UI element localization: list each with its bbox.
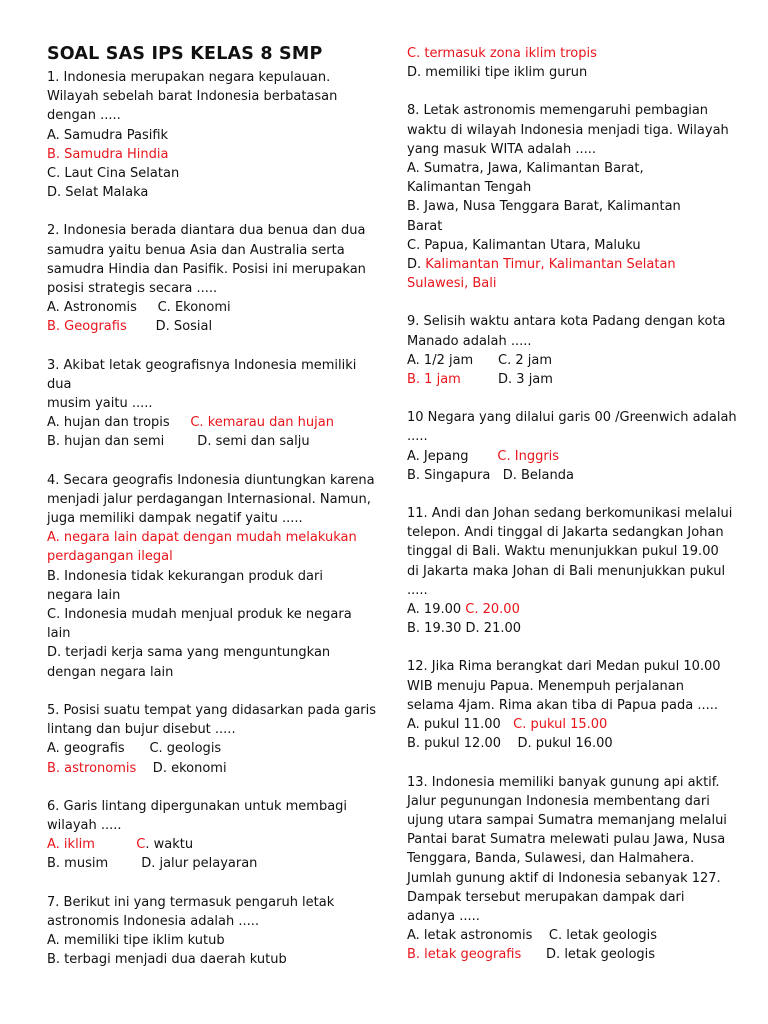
question-line [47,797,365,816]
question-line [47,279,365,298]
question-line [47,87,365,106]
question-text: C. Papua, Kalimantan Utara, Maluku [407,237,641,253]
left-column [47,42,377,988]
question-text: D. 3 jam [460,372,553,388]
question-text: D. terjadi kerja sama yang menguntungkan [47,645,331,661]
answer-key-text: C [136,837,146,853]
question-line [47,183,365,202]
answer-key-text: Kalimantan Timur, Kalimantan Selatan [425,257,676,273]
question-line [407,581,727,600]
question-text: B. hujan dan semi D. semi dan salju [47,434,310,450]
question-line [47,624,365,643]
question-line [47,739,365,758]
question-line [47,893,365,912]
question-text: yang masuk WITA adalah ..... [407,141,597,157]
question-line [407,217,727,236]
question-line [407,811,727,830]
question-text: telepon. Andi tinggal di Jakarta sedangkan Johan [407,525,724,541]
question-line [47,145,365,164]
answer-key-text: B. astronomis [47,760,137,776]
question-line [407,849,727,868]
question-line [407,466,727,485]
question-block [407,504,733,638]
question-line [47,701,377,720]
question-text: Barat [407,218,443,234]
question-text: B. Indonesia tidak kekurangan produk dari [47,568,323,584]
question-line [407,312,727,331]
question-line [407,447,727,466]
document-title: SOAL SAS IPS KELAS 8 SMP [47,44,323,64]
question-line [407,734,727,753]
answer-key-text: C. termasuk zona iklim tropis [407,46,597,61]
question-text: A. Sumatra, Jawa, Kalimantan Barat, [407,161,644,177]
question-text: 1. Indonesia merupakan negara kepulauan. [47,70,331,85]
question-line [407,523,727,542]
answer-key-text: C. Inggris [497,448,560,464]
question-line [407,274,727,293]
question-line [47,912,365,931]
question-line [47,317,365,336]
question-text: 2. Indonesia berada diantara dua benua dan dua [47,223,366,239]
question-text: B. musim D. jalur pelayaran [47,856,258,872]
question-text: lain [47,626,71,642]
answer-key-text: B. letak geografis [407,947,522,963]
question-text: Pantai barat Sumatra melewati pulau Jawa, Nusa [407,832,726,848]
question-text: Jalur pegunungan Indonesia membentang dari [407,793,710,809]
question-line [47,68,365,87]
answer-key-text: B. Samudra Hindia [47,146,169,162]
answer-key-text: B. Geografis [47,319,127,335]
question-line [407,101,727,120]
question-line [47,126,365,145]
question-text: samudra Hindia dan Pasifik. Posisi ini merupakan [47,261,366,277]
question-line [47,164,365,183]
right-column [407,44,737,984]
question-text [95,837,136,852]
question-line [407,773,727,792]
question-block [407,773,727,965]
answer-key-text: perdagangan ilegal [47,549,173,565]
question-line [407,562,727,581]
question-text: dua [47,376,72,392]
question-text: 3. Akibat letak geografisnya Indonesia memiliki [47,357,357,373]
question-text: di Jakarta maka Johan di Bali menunjukkan pukul [407,563,726,579]
question-text: 13. Indonesia memiliki banyak gunung api aktif. [407,774,720,790]
question-text: D. [407,257,426,273]
question-line [407,888,727,907]
question-text: adanya ..... [407,908,480,924]
question-line [47,950,365,969]
question-line [407,197,727,216]
question-text: A. hujan dan tropis [47,415,191,431]
question-line [47,432,365,451]
question-text: B. terbagi menjadi dua daerah kutub [47,952,287,968]
question-text: D. memiliki tipe iklim gurun [407,65,588,81]
question-text: 12. Jika Rima berangkat dari Medan pukul 10.00 [407,659,721,675]
question-text: WIB menuju Papua. Menempuh perjalanan [407,678,684,694]
question-block [407,657,727,753]
question-line [407,945,727,964]
question-text: menjadi jalur perdagangan Internasional. Namun, [47,491,371,507]
question-text: wilayah ..... [47,817,122,833]
question-block [47,797,365,874]
question-line [407,926,727,945]
question-line [47,720,365,739]
question-line [407,619,727,638]
question-line [47,394,365,413]
left-question-list [47,68,377,969]
question-block [407,101,727,293]
question-text: dengan negara lain [47,664,174,680]
question-line [47,260,365,279]
question-block [407,312,727,389]
question-text: Jumlah gunung aktif di Indonesia sebanyak 127. [407,870,721,886]
question-text: B. Singapura D. Belanda [407,467,574,483]
question-line [47,931,365,950]
question-text: B. 19.30 D. 21.00 [407,621,522,637]
question-line [47,605,365,624]
question-line [407,44,727,63]
answer-key-text: B. 1 jam [407,372,461,388]
question-line [47,547,365,566]
question-line [47,663,365,682]
question-line [47,490,371,509]
right-question-list [407,44,737,965]
question-line [47,471,375,490]
question-text: waktu di wilayah Indonesia menjadi tiga. Wilayah [407,122,729,138]
question-line [47,586,365,605]
question-text: 8. Letak astronomis memengaruhi pembagian [407,103,709,119]
question-line [407,236,727,255]
question-line [47,835,365,854]
question-text: B. Jawa, Nusa Tenggara Barat, Kalimantan [407,199,681,215]
question-text: 11. Andi dan Johan sedang berkomunikasi melalui [407,506,733,522]
answer-key-text: A. negara lain dapat dengan mudah melakukan [47,530,357,546]
question-text: A. pukul 11.00 [407,717,514,733]
question-text: A. 19.00 [407,602,466,618]
question-line [47,356,365,375]
question-line [407,63,727,82]
question-line [407,657,727,676]
question-line [407,542,727,561]
question-line [407,370,727,389]
question-text: dengan ..... [47,108,121,124]
question-text: posisi strategis secara ..... [47,281,218,297]
question-text: tinggal di Bali. Waktu menunjukkan pukul 19.00 [407,544,719,560]
question-text: A. Jepang [407,448,498,464]
question-line [407,869,727,888]
question-line [47,643,365,662]
question-text: A. geografis C. geologis [47,741,222,757]
question-text: samudra yaitu benua Asia dan Australia serta [47,242,345,258]
question-text: Tenggara, Banda, Sulawesi, dan Halmahera. [407,851,695,867]
question-line [407,408,737,427]
question-text: D. letak geologis [521,947,656,963]
question-line [407,121,727,140]
question-text: D. ekonomi [136,760,227,776]
question-block [47,68,365,202]
question-line [47,567,365,586]
answer-key-text: C. kemarau dan hujan [190,415,334,431]
question-line [47,241,365,260]
question-block [47,893,365,970]
question-line [47,528,365,547]
question-text: 10 Negara yang dilalui garis 00 /Greenwich adalah [407,410,737,426]
question-text: juga memiliki dampak negatif yaitu ..... [47,511,303,527]
question-line [407,600,727,619]
question-block [407,44,727,82]
question-line [47,509,365,528]
question-line [407,792,727,811]
question-line [407,178,727,197]
question-line [407,332,727,351]
question-text: 5. Posisi suatu tempat yang didasarkan pada garis [47,702,377,718]
question-text: Kalimantan Tengah [407,180,532,196]
question-text: A. 1/2 jam C. 2 jam [407,352,553,368]
question-text: A. Astronomis C. Ekonomi [47,300,231,316]
question-line [407,255,727,274]
question-text: 6. Garis lintang dipergunakan untuk membagi [47,798,348,814]
question-text: lintang dan bujur disebut ..... [47,722,236,738]
question-text: . waktu [145,837,194,853]
question-line [47,375,365,394]
question-line [47,816,365,835]
question-text: ..... [407,582,428,598]
answer-key-text: Sulawesi, Bali [407,276,497,292]
question-text: A. memiliki tipe iklim kutub [47,932,225,948]
question-text: D. Sosial [126,319,213,335]
question-line [47,221,365,240]
question-line [47,854,365,873]
question-text: selama 4jam. Rima akan tiba di Papua pada ..... [407,697,718,713]
question-text: 7. Berikut ini yang termasuk pengaruh letak [47,894,335,910]
question-text: D. Selat Malaka [47,185,149,201]
question-line [47,298,365,317]
question-text: negara lain [47,587,121,603]
question-line [407,907,727,926]
answer-key-text: C. 20.00 [465,602,520,618]
question-text: astronomis Indonesia adalah ..... [47,913,260,929]
question-text: C. Laut Cina Selatan [47,166,180,182]
question-line [407,159,727,178]
question-line [407,696,727,715]
question-text: ujung utara sampai Sumatra memanjang melalui [407,812,727,828]
question-line [47,106,365,125]
question-line [407,351,727,370]
question-text: A. letak astronomis C. letak geologis [407,928,657,944]
question-block [47,221,365,336]
question-line [47,413,365,432]
question-text: Manado adalah ..... [407,333,532,349]
question-text: A. Samudra Pasifik [47,127,169,143]
question-text: B. pukul 12.00 D. pukul 16.00 [407,736,613,752]
question-line [407,427,727,446]
answer-key-text: C. pukul 15.00 [513,717,608,733]
question-line [407,140,727,159]
question-text: musim yaitu ..... [47,396,153,412]
question-text: 9. Selisih waktu antara kota Padang dengan kota [407,314,726,330]
question-block [47,356,365,452]
question-text: Dampak tersebut merupakan dampak dari [407,889,685,905]
question-text: 4. Secara geografis Indonesia diuntungkan karena [47,472,375,488]
question-line [47,759,365,778]
question-text: Wilayah sebelah barat Indonesia berbatasan [47,89,338,105]
question-line [407,677,727,696]
question-text: ..... [407,429,428,445]
question-line [407,715,727,734]
question-block [47,471,375,682]
question-line [407,504,733,523]
question-block [47,701,377,778]
answer-key-text: A. iklim [47,837,95,853]
question-text: C. Indonesia mudah menjual produk ke negara [47,607,352,623]
question-line [407,830,727,849]
question-block [407,408,737,485]
